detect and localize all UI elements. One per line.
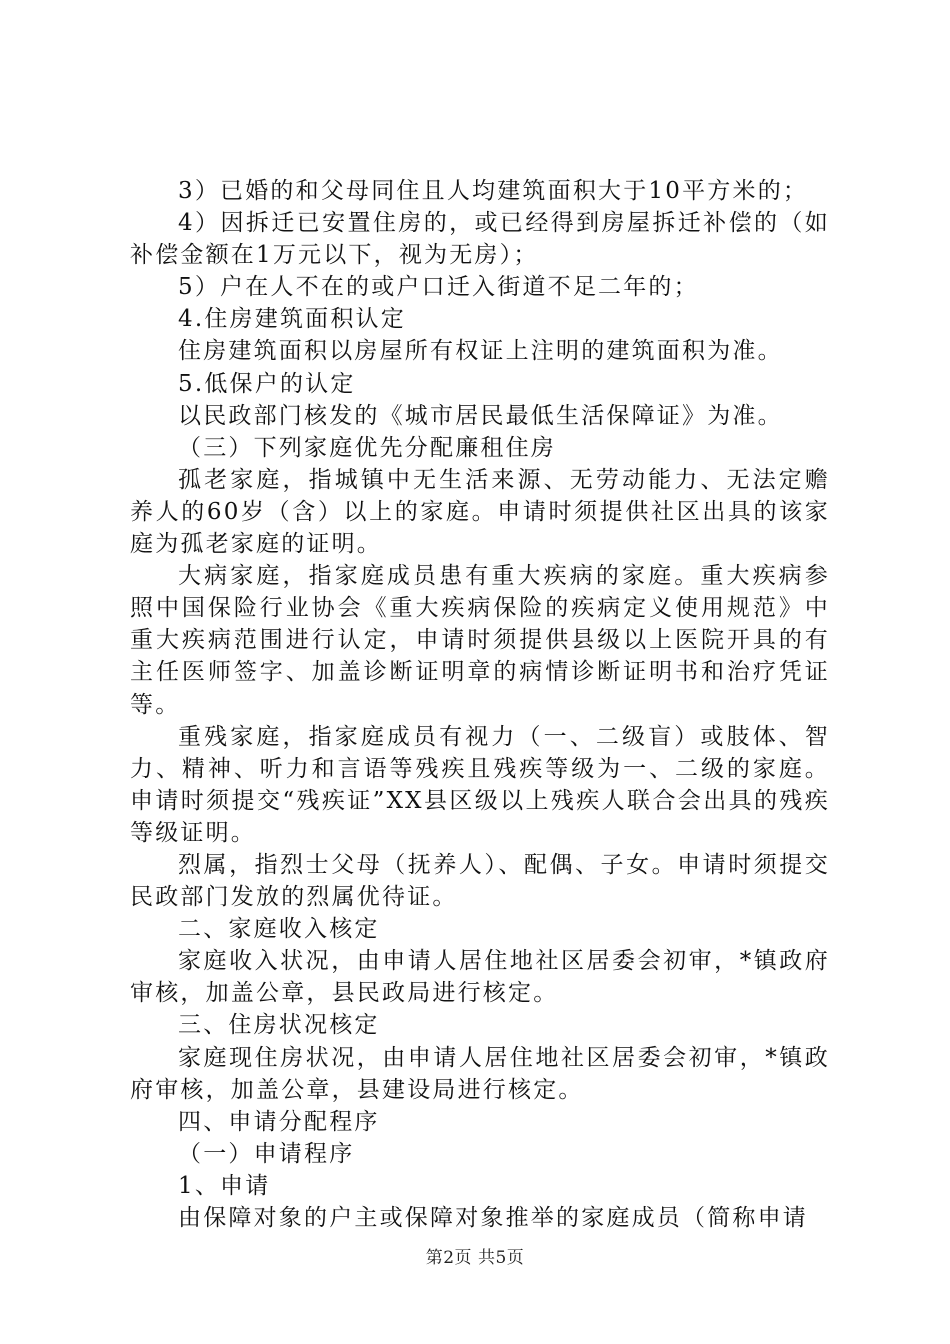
paragraph-apply: 由保障对象的户主或保障对象推举的家庭成员（简称申请 xyxy=(178,1205,808,1231)
page-footer: 第2页 共5页 xyxy=(425,1248,525,1268)
paragraph-illness-family: 大病家庭，指家庭成员患有重大疾病的家庭。重大疾病参照中国保险行业协会《重大疾病保险的疾病定义使用规范》中重大疾病范围进行认定，申请时须提供县级以上医院开具的有主任医师签字、加盖诊断证明章的病情诊断证明书和治疗凭证等。 xyxy=(130,563,830,718)
section-heading-procedure: 四、申请分配程序 xyxy=(178,1108,380,1135)
paragraph-housing-status: 家庭现住房状况，由申请人居住地社区居委会初审，*镇政府审核，加盖公章，县建设局进行核定。 xyxy=(130,1044,830,1103)
paragraph-item-3: 3）已婚的和父母同住且人均建筑面积大于10平方米的； xyxy=(178,178,809,204)
paragraph-income: 家庭收入状况，由申请人居住地社区居委会初审，*镇政府审核，加盖公章，县民政局进行核定。 xyxy=(130,948,830,1007)
paragraph-item-5: 5）户在人不在的或户口迁入街道不足二年的； xyxy=(178,274,699,301)
paragraph-item-4: 4）因拆迁已安置住房的，或已经得到房屋拆迁补偿的（如补偿金额在1万元以下，视为无房）； xyxy=(130,210,830,269)
paragraph-housing-area: 住房建筑面积以房屋所有权证上注明的建筑面积为准。 xyxy=(178,338,783,365)
step-heading-apply: 1、申请 xyxy=(178,1172,271,1199)
paragraph-disability-family: 重残家庭，指家庭成员有视力（一、二级盲）或肢体、智力、精神、听力和言语等残疾且残疾等级为一、二级的家庭。申请时须提交“残疾证”XX县区级以上残疾人联合会出具的残疾等级证明。 xyxy=(130,723,830,846)
paragraph-elderly-family: 孤老家庭，指城镇中无生活来源、无劳动能力、无法定赡养人的60岁（含）以上的家庭。申请时须提供社区出具的该家庭为孤老家庭的证明。 xyxy=(130,466,830,558)
paragraph-martyr-family: 烈属，指烈士父母（抚养人）、配偶、子女。申请时须提交民政部门发放的烈属优待证。 xyxy=(130,851,830,911)
section-heading-housing-area: 4.住房建筑面积认定 xyxy=(178,306,406,333)
section-heading-housing-status: 三、住房状况核定 xyxy=(178,1012,380,1039)
subsection-heading-application: （一）申请程序 xyxy=(178,1140,355,1167)
paragraph-low-income: 以民政部门核发的《城市居民最低生活保障证》为准。 xyxy=(178,402,783,429)
document-body xyxy=(130,175,830,1234)
section-heading-income: 二、家庭收入核定 xyxy=(178,916,380,943)
section-heading-low-income: 5.低保户的认定 xyxy=(178,370,356,397)
section-heading-priority: （三）下列家庭优先分配廉租住房 xyxy=(178,434,556,461)
